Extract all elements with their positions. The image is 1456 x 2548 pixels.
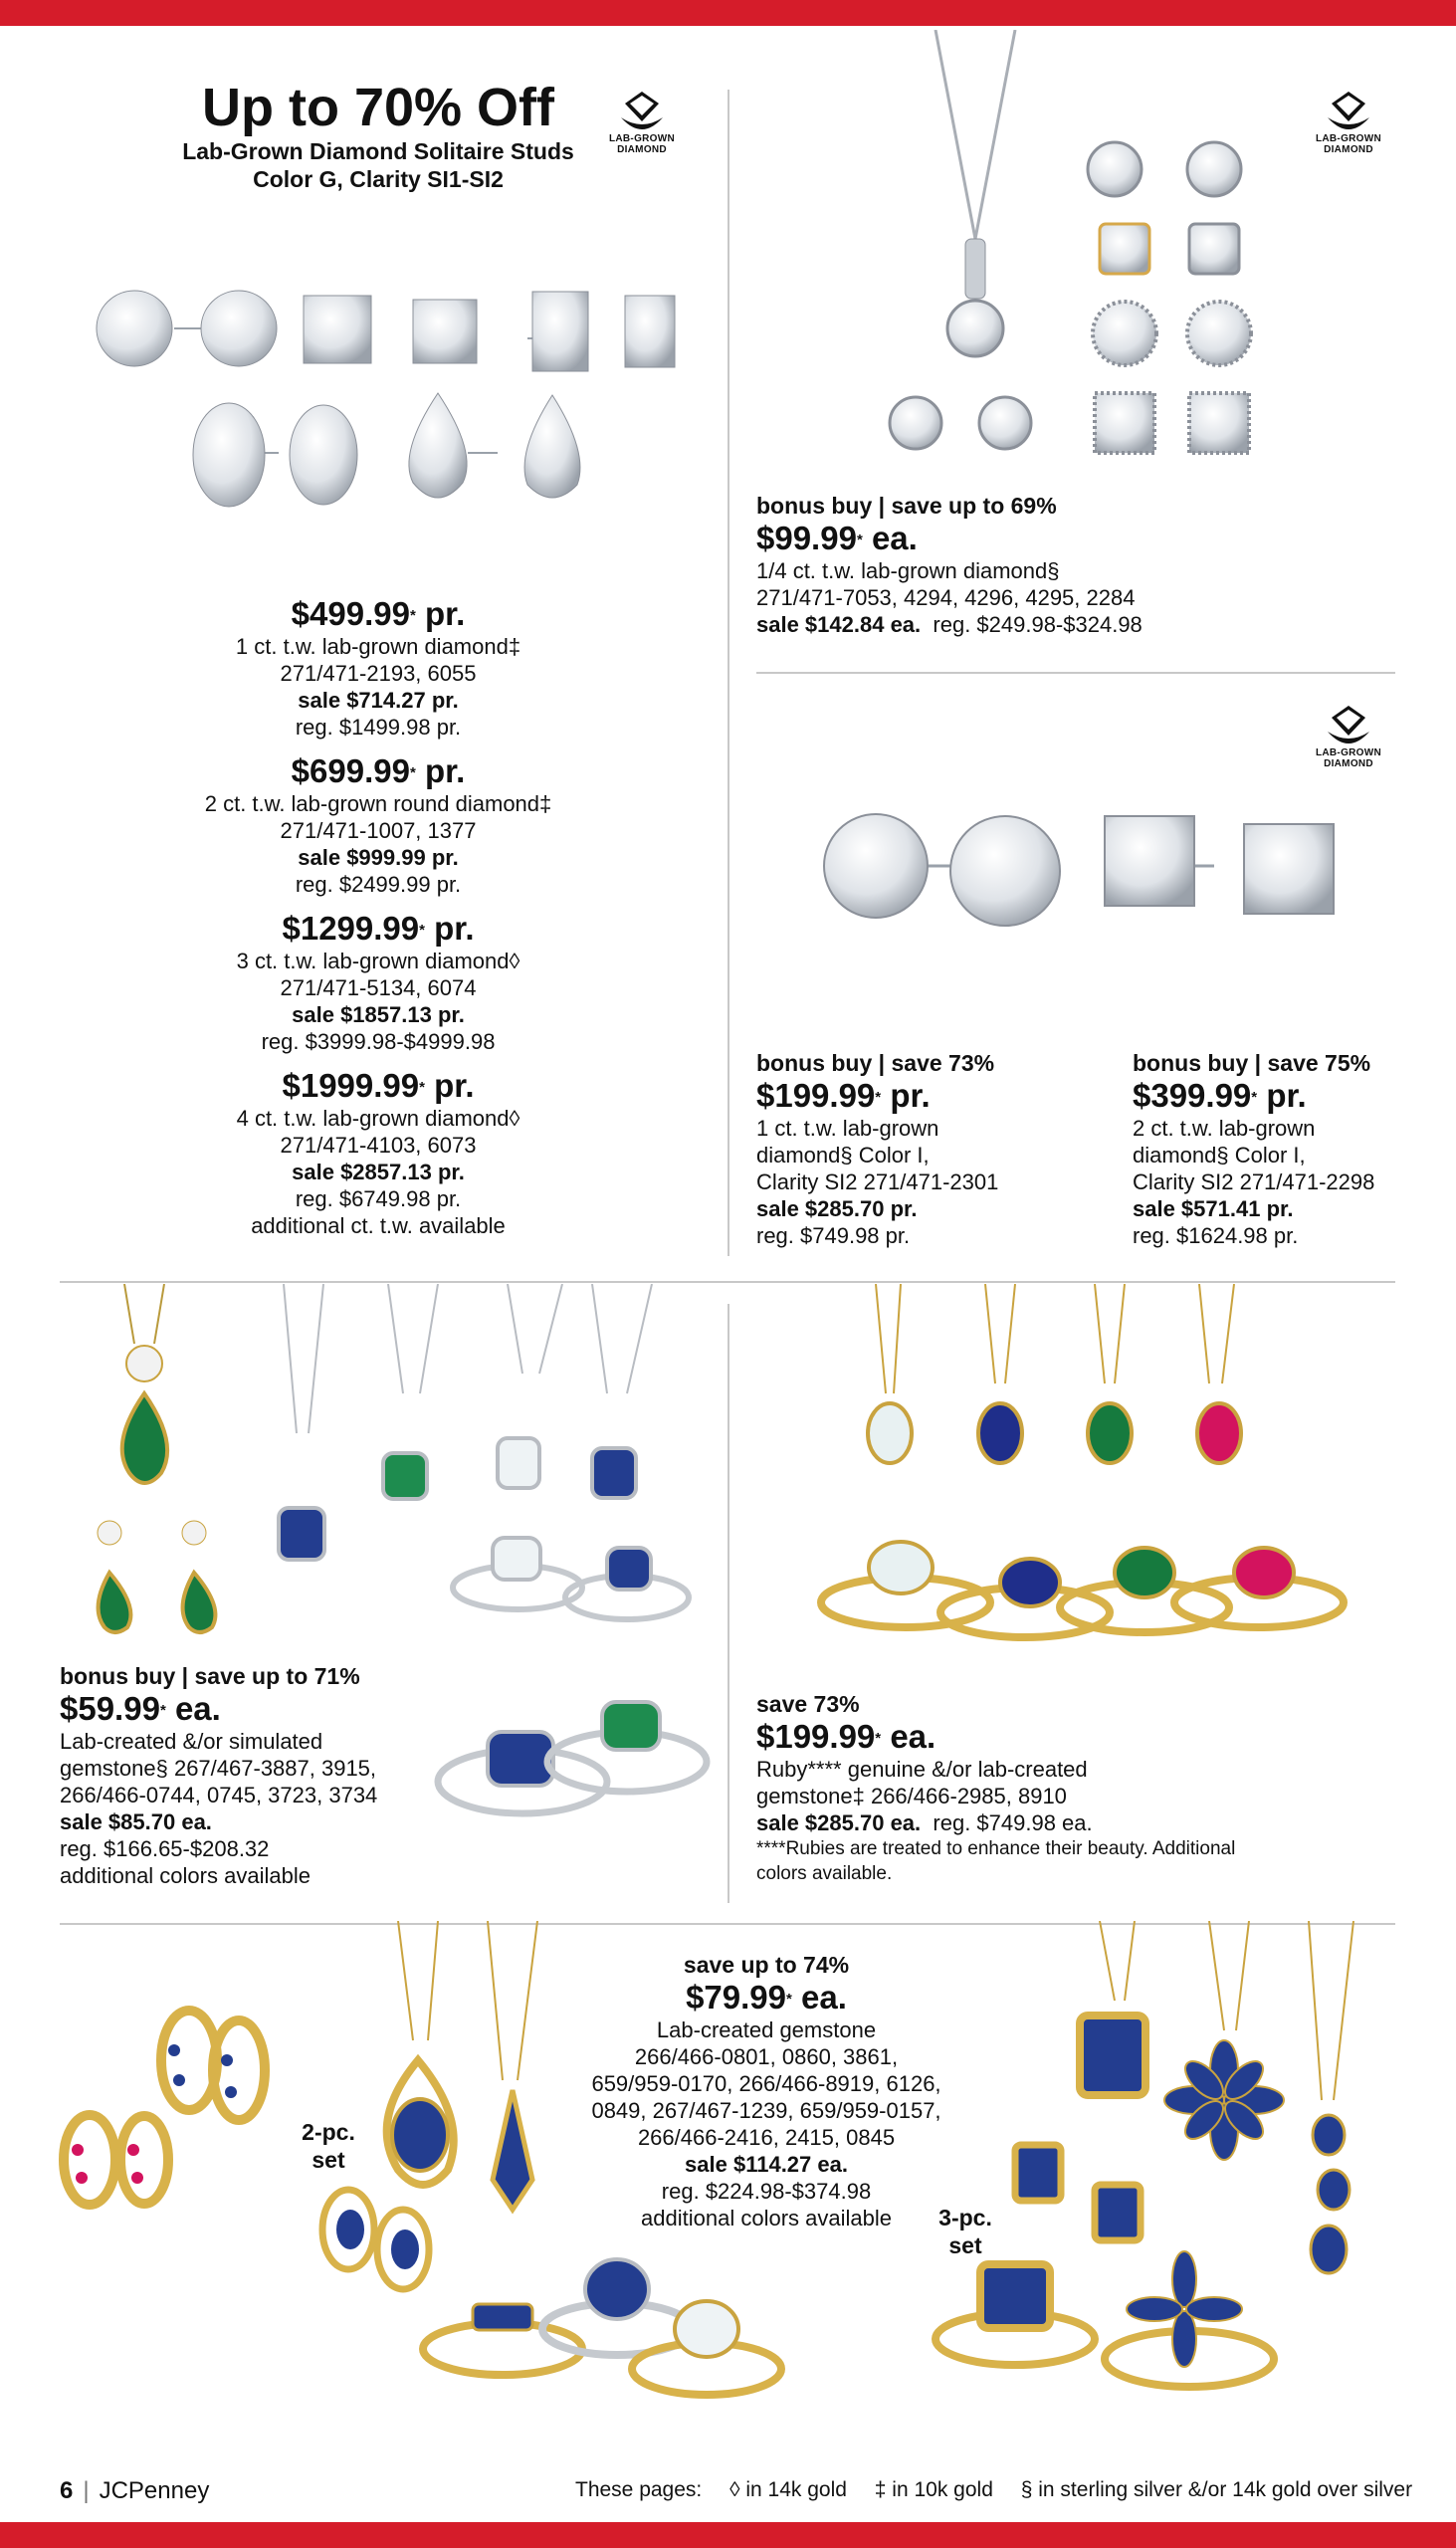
offer-description: 3 ct. t.w. lab-grown diamond◊ <box>236 949 520 973</box>
diamond-lotus-icon <box>1324 88 1373 133</box>
offer-codes: 659/959-0170, 266/466-8919, 6126, <box>591 2071 941 2096</box>
large-studs-image <box>816 796 1353 946</box>
logo-text-1: LAB-GROWN <box>608 133 676 144</box>
offer-unit: pr. <box>424 595 466 632</box>
offer-regular-price: reg. $3999.98-$4999.98 <box>261 1029 496 1054</box>
legend-text: in 10k gold <box>892 2478 993 2501</box>
price-mark: * <box>786 1991 792 2008</box>
studs-subhead-1: Lab-Grown Diamond Solitaire Studs <box>182 138 574 164</box>
set-label-line: 2-pc. <box>302 2119 355 2145</box>
offer-label: bonus buy | save up to 71% <box>60 1663 360 1689</box>
offer-codes: 271/471-5134, 6074 <box>280 975 477 1000</box>
offer-description: Clarity SI2 271/471-2301 <box>756 1169 999 1194</box>
offer-regular-price: reg. $1624.98 pr. <box>1133 1223 1299 1248</box>
footer-divider: | <box>83 2477 90 2504</box>
page-number: 6 <box>60 2477 74 2504</box>
offer-sale-price: sale $285.70 pr. <box>756 1196 918 1221</box>
studs-offer <box>100 595 657 741</box>
offer-description: diamond§ Color I, <box>1133 1143 1306 1168</box>
gemstone-silver-rings-image <box>428 1672 717 1851</box>
offer-sale-price: sale $114.27 ea. <box>685 2152 848 2177</box>
offer-fine-print: colors available. <box>756 1863 893 1884</box>
offer-codes: gemstone‡ 266/466-2985, 8910 <box>756 1784 1067 1808</box>
price-mark: * <box>419 1079 425 1096</box>
offer-codes: 266/466-2416, 2415, 0845 <box>637 2125 896 2150</box>
offer-unit: pr. <box>424 752 466 789</box>
logo-text-2: DIAMOND <box>617 144 667 155</box>
gemstone-silver-jewelry-image <box>70 1284 717 1682</box>
offer-label: save 73% <box>756 1691 860 1717</box>
offer-regular-price: reg. $249.98-$324.98 <box>933 612 1143 637</box>
set-label-line: set <box>312 2147 345 2173</box>
offer-price: $499.99 <box>291 595 410 632</box>
ruby-gold-offer <box>756 1690 1393 1886</box>
offer-unit: pr. <box>434 1067 475 1104</box>
brand-name: JCPenney <box>99 2477 210 2504</box>
offer-price: $79.99 <box>686 1979 787 2016</box>
offer-unit: pr. <box>890 1077 931 1114</box>
offer-sale-price: sale $142.84 ea. <box>756 612 922 637</box>
offer-label: bonus buy | save 73% <box>756 1050 995 1076</box>
offer-description: 1 ct. t.w. lab-grown <box>756 1116 939 1141</box>
offer-price: $1999.99 <box>282 1067 420 1104</box>
diamond-lotus-icon <box>1324 702 1373 747</box>
set-label-line: 3-pc. <box>938 2205 992 2230</box>
logo-text-2: DIAMOND <box>1324 758 1373 769</box>
offer-description: 2 ct. t.w. lab-grown round diamond‡ <box>204 791 552 816</box>
offer-sale-price: sale $285.70 ea. <box>756 1810 922 1835</box>
sapphire-set-offer <box>557 1951 975 2231</box>
top-brand-bar <box>0 0 1456 26</box>
price-mark: * <box>409 607 416 624</box>
offer-codes: 266/466-0801, 0860, 3861, <box>634 2044 899 2069</box>
page-footer <box>60 2476 209 2510</box>
studs-offer <box>100 1067 657 1239</box>
legend-text: in sterling silver &/or 14k gold over silver <box>1038 2478 1413 2501</box>
offer-description: 1/4 ct. t.w. lab-grown diamond§ <box>756 558 1060 583</box>
lab-grown-diamond-logo <box>1314 88 1383 155</box>
offer-sale-price: sale $2857.13 pr. <box>292 1160 465 1184</box>
price-mark: * <box>159 1702 166 1719</box>
offer-codes: 271/471-1007, 1377 <box>280 818 477 843</box>
logo-text-2: DIAMOND <box>1324 144 1373 155</box>
large-stud-offer-2ct <box>1133 1049 1431 1249</box>
lab-grown-diamond-logo <box>1314 702 1383 769</box>
offer-description: 1 ct. t.w. lab-grown diamond‡ <box>235 634 521 659</box>
offer-codes: 271/471-2193, 6055 <box>280 661 477 686</box>
offer-unit: ea. <box>174 1690 221 1727</box>
offer-regular-price: reg. $224.98-$374.98 <box>661 2179 872 2204</box>
offer-codes: 266/466-0744, 0745, 3723, 3734 <box>60 1783 378 1807</box>
logo-text-1: LAB-GROWN <box>1315 747 1382 758</box>
divider-horizontal-1 <box>60 1281 1395 1283</box>
logo-text-1: LAB-GROWN <box>1315 133 1382 144</box>
diamond-lotus-icon <box>617 88 667 133</box>
offer-regular-price: reg. $166.65-$208.32 <box>60 1836 270 1861</box>
offer-description: Clarity SI2 271/471-2298 <box>1133 1169 1375 1194</box>
offer-sale-price: sale $714.27 pr. <box>298 688 459 713</box>
offer-price: $699.99 <box>291 752 410 789</box>
offer-sale-price: sale $999.99 pr. <box>298 845 459 870</box>
offer-description: Lab-created &/or simulated <box>60 1729 323 1754</box>
offer-price: $199.99 <box>756 1077 876 1114</box>
studs-headline: Up to 70% Off <box>201 78 554 137</box>
price-mark: * <box>409 764 416 781</box>
studs-subhead-2: Color G, Clarity SI1-SI2 <box>253 166 504 192</box>
offer-label: bonus buy | save up to 69% <box>756 493 1057 519</box>
offer-label: bonus buy | save 75% <box>1133 1050 1371 1076</box>
gemstone-gold-jewelry-image <box>806 1284 1363 1652</box>
legend-text: in 14k gold <box>745 2478 847 2501</box>
offer-unit: pr. <box>1266 1077 1307 1114</box>
offer-unit: ea. <box>890 1718 936 1755</box>
legend-symbol: ◊ <box>729 2478 740 2501</box>
offer-price: $59.99 <box>60 1690 160 1727</box>
offer-regular-price: reg. $1499.98 pr. <box>295 715 462 740</box>
divider-vertical-top <box>728 90 729 1256</box>
price-mark: * <box>856 531 863 548</box>
quarter-carat-jewelry-image <box>876 30 1274 468</box>
offer-unit: pr. <box>434 910 475 947</box>
price-mark: * <box>1251 1089 1258 1106</box>
offer-sale-price: sale $85.70 ea. <box>60 1809 212 1834</box>
price-mark: * <box>875 1730 882 1747</box>
legend-symbol: ‡ <box>874 2478 887 2501</box>
offer-codes: 271/471-7053, 4294, 4296, 4295, 2284 <box>756 585 1136 610</box>
divider-vertical-mid <box>728 1304 729 1903</box>
large-stud-offer-1ct <box>756 1049 1115 1249</box>
set-label-line: set <box>948 2232 982 2258</box>
studs-offer-list <box>100 595 657 1239</box>
legend-symbol: § <box>1020 2478 1033 2501</box>
offer-price: $1299.99 <box>282 910 420 947</box>
price-mark: * <box>875 1089 882 1106</box>
offer-price: $399.99 <box>1133 1077 1252 1114</box>
offer-regular-price: reg. $2499.99 pr. <box>295 872 462 897</box>
offer-description: diamond§ Color I, <box>756 1143 930 1168</box>
two-piece-set-label <box>289 2118 368 2174</box>
offer-regular-price: reg. $6749.98 pr. <box>295 1186 462 1211</box>
three-piece-set-label <box>926 2204 1005 2259</box>
solitaire-studs-image <box>80 284 697 523</box>
offer-description: gemstone§ 267/467-3887, 3915, <box>60 1756 377 1781</box>
studs-heading <box>100 78 657 193</box>
offer-regular-price: reg. $749.98 ea. <box>933 1810 1093 1835</box>
price-mark: * <box>419 922 425 939</box>
offer-description: 4 ct. t.w. lab-grown diamond◊ <box>236 1106 520 1131</box>
offer-description: Lab-created gemstone <box>656 2017 877 2042</box>
hoop-earrings-image <box>50 2001 289 2210</box>
offer-sale-price: sale $571.41 pr. <box>1133 1196 1294 1221</box>
lab-grown-diamond-logo <box>607 88 677 155</box>
offer-codes: 271/471-4103, 6073 <box>280 1133 477 1158</box>
studs-offer <box>100 752 657 898</box>
divider-horizontal-right <box>756 672 1395 674</box>
bottom-brand-bar <box>0 2522 1456 2548</box>
offer-note: additional colors available <box>641 2206 892 2230</box>
gemstone-silver-offer <box>60 1662 458 1889</box>
quarter-carat-offer <box>756 492 1373 638</box>
material-legend <box>575 2476 1413 2504</box>
sapphire-three-piece-set-image <box>926 1921 1393 2419</box>
offer-sale-price: sale $1857.13 pr. <box>292 1002 465 1027</box>
studs-offer <box>100 910 657 1055</box>
offer-description: 2 ct. t.w. lab-grown <box>1133 1116 1316 1141</box>
offer-fine-print: ****Rubies are treated to enhance their beauty. Additional <box>756 1838 1236 1859</box>
offer-regular-price: reg. $749.98 pr. <box>756 1223 911 1248</box>
offer-label: save up to 74% <box>683 1952 850 1978</box>
offer-codes: 0849, 267/467-1239, 659/959-0157, <box>591 2098 941 2123</box>
offer-description: Ruby**** genuine &/or lab-created <box>756 1757 1088 1782</box>
legend-intro: These pages: <box>575 2478 703 2501</box>
offer-note: additional colors available <box>60 1863 311 1888</box>
offer-unit: ea. <box>801 1979 847 2016</box>
studs-note: additional ct. t.w. available <box>251 1213 506 1238</box>
offer-price: $99.99 <box>756 520 857 556</box>
offer-price: $199.99 <box>756 1718 876 1755</box>
offer-unit: ea. <box>871 520 918 556</box>
